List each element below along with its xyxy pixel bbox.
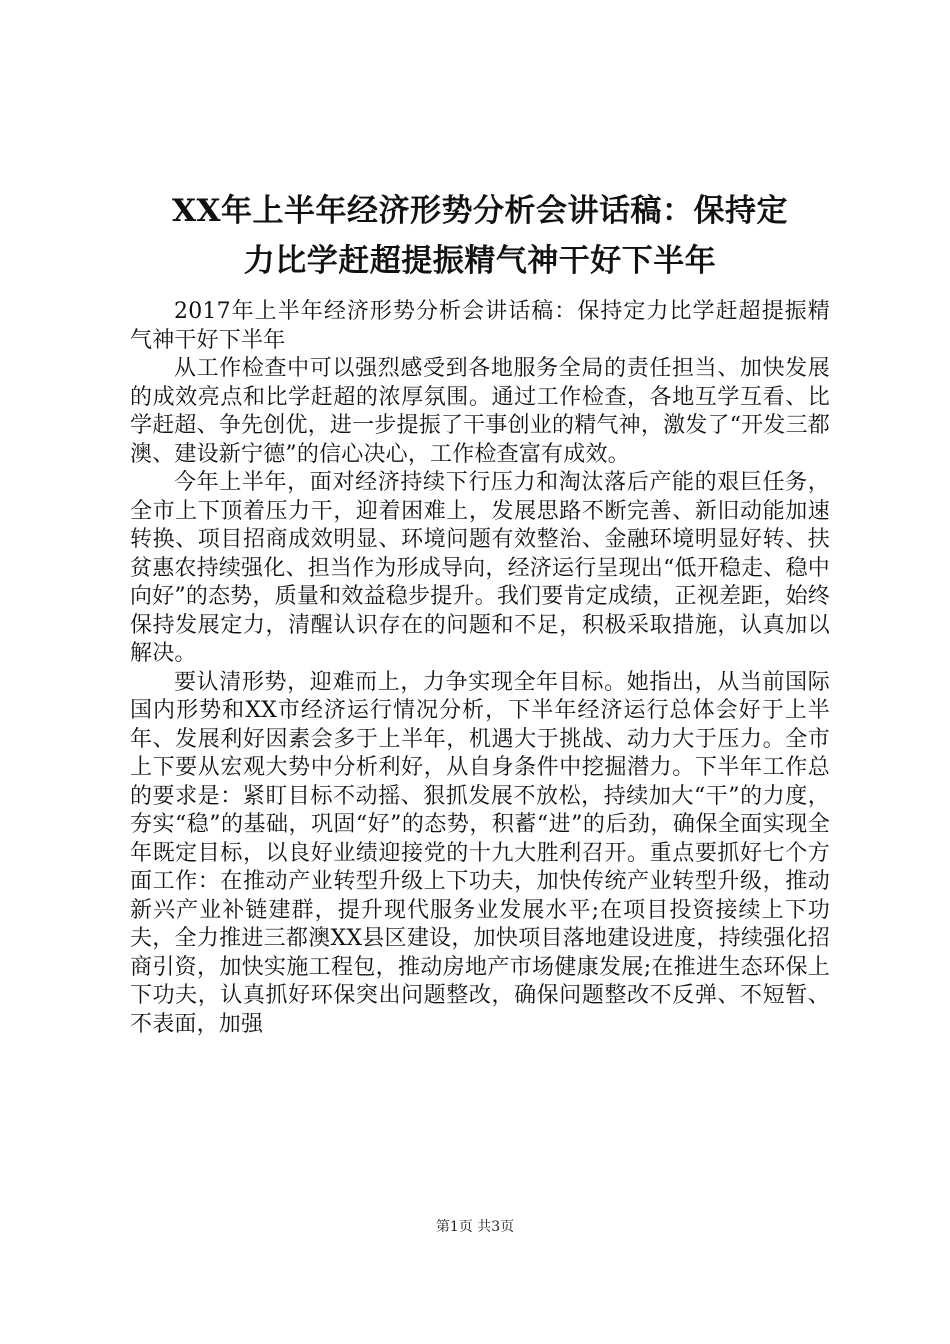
document-title <box>130 186 830 286</box>
paragraph-inspection: 从工作检查中可以强烈感受到各地服务全局的责任担当、加快发展的成效亮点和比学赶超的浓厚氛围。通过工作检查，各地互学互看、比学赶超、争先创优，进一步提振了干事创业的精气神，激发了“开发三都澳、建设新宁德”的信心决心，工作检查富有成效。 <box>130 356 830 467</box>
title-line-1: XX年上半年经济形势分析会讲话稿：保持定 <box>171 193 789 229</box>
paragraph-second-half-goals: 要认清形势，迎难而上，力争实现全年目标。她指出，从当前国际国内形势和XX市经济运行情况分析，下半年经济运行总体会好于上半年、发展利好因素会多于上半年，机遇大于挑战、动力大于压力。全市上下要从宏观大势中分析利好，从自身条件中挖掘潜力。下半年工作总的要求是：紧盯目标不动摇、狠抓发展不放松，持续加大“干”的力度，夯实“稳”的基础，巩固“好”的态势，积蓄“进”的后劲，确保全面实现全年既定目标，以良好业绩迎接党的十九大胜利召开。重点要抓好七个方面工作：在推动产业转型升级上下功夫，加快传统产业转型升级，推动新兴产业补链建群，提升现代服务业发展水平;在项目投资接续上下功夫，全力推进三都澳XX县区建设，加快项目落地建设进度，持续强化招商引资，加快实施工程包，推动房地产市场健康发展;在推进生态环保上下功夫，认真抓好环保突出问题整改，确保问题整改不反弹、不短暂、不表面，加强 <box>130 669 830 1037</box>
paragraph-subtitle: 2017年上半年经济形势分析会讲话稿：保持定力比学赶超提振精气神干好下半年 <box>130 299 830 353</box>
document-body <box>130 298 830 1039</box>
title-line-2: 力比学赶超提振精气神干好下半年 <box>243 243 717 279</box>
paragraph-first-half: 今年上半年，面对经济持续下行压力和淘汰落后产能的艰巨任务，全市上下顶着压力干，迎着困难上，发展思路不断完善、新旧动能加速转换、项目招商成效明显、环境问题有效整治、金融环境明显好转、扶贫惠农持续强化、担当作为形成导向，经济运行呈现出“低开稳走、稳中向好”的态势，质量和效益稳步提升。我们要肯定成绩，正视差距，始终保持发展定力，清醒认识存在的问题和不足，积极采取措施，认真加以解决。 <box>130 470 830 666</box>
page-number-footer: 第1页 共3页 <box>435 1219 515 1235</box>
